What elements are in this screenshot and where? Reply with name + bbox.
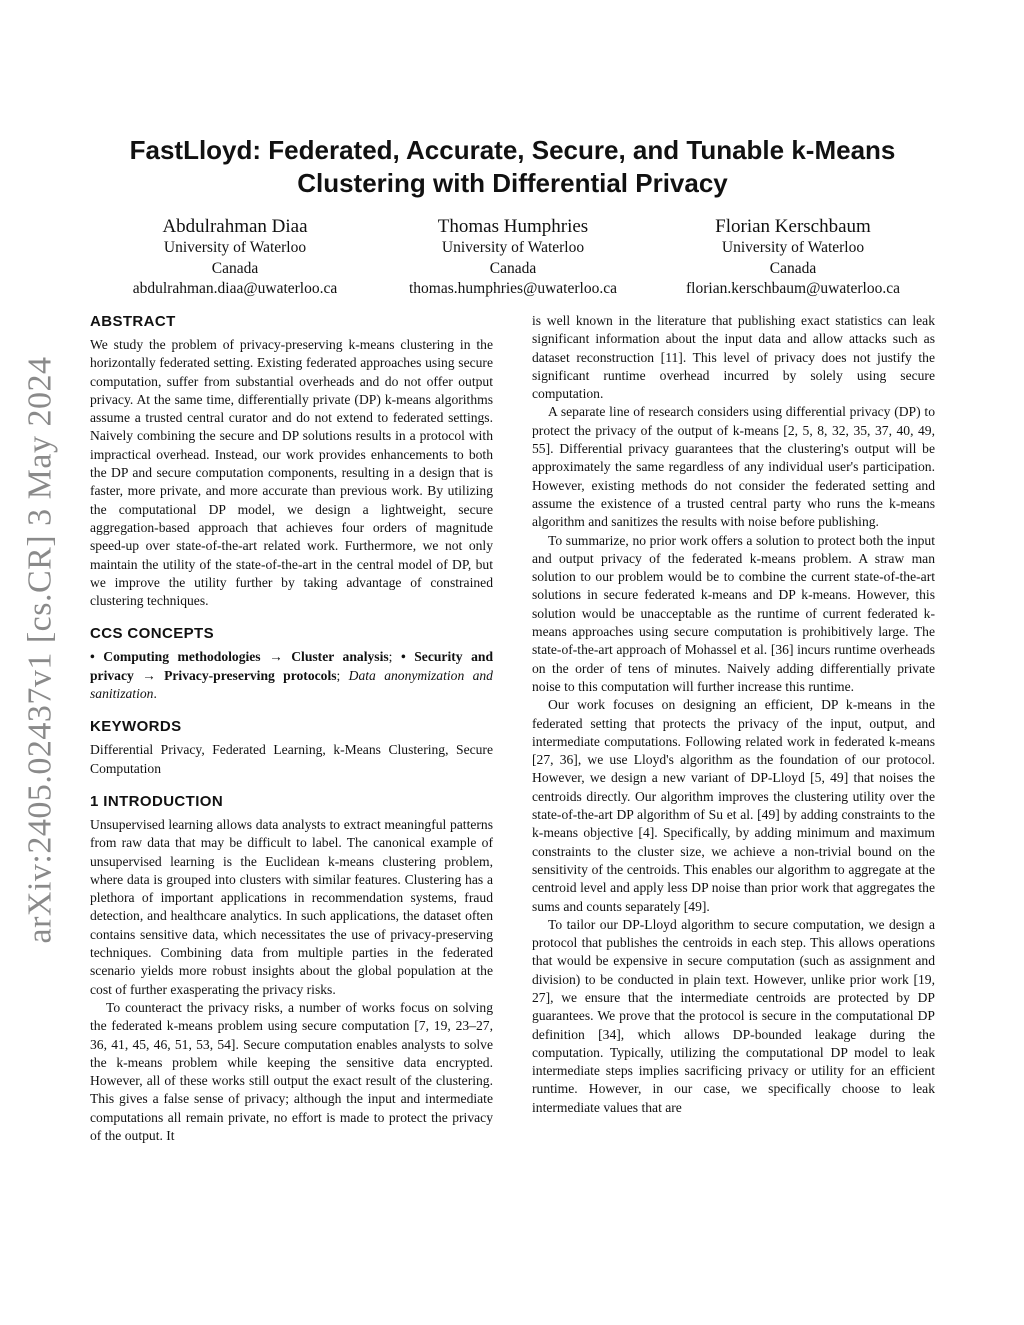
- author-country: Canada: [211, 259, 259, 277]
- ccs-concepts: • Computing methodologies → Cluster analysis; • Security and privacy → Privacy-preserving protocols; Data anonymization and sanitization.: [90, 649, 493, 702]
- author-affiliation: University of Waterloo: [721, 239, 865, 256]
- intro-paragraph-3: is well known in the literature that publishing exact statistics can leak significant information about the input data and allow attacks such as dataset reconstruction [11]. This level of privacy does not justify the significant runtime overhead incurred by solely using secure computation.: [532, 313, 935, 402]
- arxiv-sidebar: [10, 350, 70, 950]
- title-line-1: FastLloyd: Federated, Accurate, Secure, and Tunable k-Means: [129, 135, 896, 165]
- author-country: Canada: [489, 259, 537, 277]
- ccs-heading: CCS CONCEPTS: [90, 625, 214, 643]
- author-affiliation: University of Waterloo: [163, 239, 307, 256]
- author-email: florian.kerschbaum@uwaterloo.ca: [686, 280, 900, 297]
- left-column: [90, 312, 493, 1145]
- author-name: Abdulrahman Diaa: [162, 216, 308, 237]
- author-1: [90, 216, 380, 300]
- author-affiliation: University of Waterloo: [441, 239, 585, 256]
- intro-paragraph-1: Unsupervised learning allows data analysts to extract meaningful patterns from raw data that may be difficult to label. The canonical example of unsupervised learning is the Euclidean k-means clustering problem, where data is grouped into clusters with similar features. Clustering has a plethora of important applications in recommendation systems, fraud detection, and healthcare analytics. In such applications, the dataset often contains sensitive data, which necessitates the use of privacy-preserving techniques. Combining data from multiple parties in the federated scenario yields more robust insights about the global population at the cost of further exasperating the privacy risks.: [90, 816, 493, 997]
- ccs-item-computing: • Computing methodologies → Cluster analysis: [90, 649, 389, 665]
- intro-paragraph-7: To tailor our DP-Lloyd algorithm to secure computation, we design a protocol that publishes the centroids in each step. This allows operations that would be expensive in secure computation (such as assignment and division) to be conducted in plain text. However, unlike prior work [19, 27], we ensure that the intermediate centroids are protected by DP guarantees. We prove that the protocol is secure in the computational DP definition [34], which allows DP-bounded leakage during the computation. Typically, utilizing the computational DP model to leak intermediate steps implies sacrificing privacy or utility for an efficient runtime. However, in our case, we specifically choose to leak intermediate values that are: [532, 916, 935, 1115]
- author-2: [363, 216, 663, 300]
- author-email: thomas.humphries@uwaterloo.ca: [409, 280, 617, 297]
- abstract-heading: ABSTRACT: [90, 313, 176, 330]
- keywords-heading: KEYWORDS: [90, 718, 182, 736]
- intro-paragraph-4: A separate line of research considers using differential privacy (DP) to protect the privacy of the output of k-means [2, 5, 8, 32, 35, 37, 40, 49, 55]. Differential privacy guarantees that the clustering's output will be approximately the same regardless of any individual user's participation. However, existing methods do not consider the federated setting and assume the existence of a trusted central party who runs the k-means algorithm and sanitizes the results with noise before publishing.: [532, 404, 935, 530]
- abstract-text: We study the problem of privacy-preserving k-means clustering in the horizontally federated setting. Existing federated approaches using secure computation, suffer from substantial overheads and do not offer output privacy. At the same time, differentially private (DP) k-means algorithms assume a trusted central curator and do not extend to federated settings. Naively combining the secure and DP solutions results in a protocol with impractical overhead. Instead, our work provides enhancements to both the DP and secure computation components, resulting in a design that is faster, more private, and more accurate than previous work. By utilizing the computational DP model, we design a lightweight, secure aggregation-based approach that achieves four orders of magnitude speed-up over state-of-the-art related work. Furthermore, we not only maintain the utility of the state-of-the-art in the central model of DP, but we improve the utility further by taking advantage of constrained clustering techniques.: [90, 337, 493, 609]
- intro-paragraph-6: Our work focuses on designing an efficient, DP k-means in the federated setting that protects the privacy of the input, output, and intermediate computations. Following related work in federated k-means [27, 36], we use Lloyd's algorithm as the foundation of our protocol. However, we design a new variant of DP-Lloyd [5, 49] that noises the centroids directly. Our algorithm improves the clustering utility over the state-of-the-art DP algorithm of Su et al. [49] by adding constraints to the k-means objective [4]. Specifically, by adding minimum and maximum constraints to the cluster size, we achieve a non-trivial bound on the sensitivity of the centroids. This enables our algorithm to aggregate at the centroid level and apply less DP noise than prior work that aggregates the sums and counts separately [49].: [532, 697, 935, 914]
- keywords-text: Differential Privacy, Federated Learning, k-Means Clustering, Secure Computation: [90, 742, 493, 776]
- intro-paragraph-5: To summarize, no prior work offers a solution to protect both the input and output privacy of the federated k-means problem. A straw man solution to our problem would be to combine the current state-of-the-art solutions in secure federated k-means and DP k-means. However, this solution would be unacceptable as the runtime of current federated k-means approaches using secure computation is prohibitively large. The state-of-the-art approach of Mohassel et al. [36] incurs runtime overheads on the order of tens of minutes. Naively adding differentially private noise to this computation will further increase this runtime.: [532, 532, 935, 694]
- right-column: [532, 312, 935, 1117]
- author-name: Florian Kerschbaum: [715, 216, 871, 237]
- title-line-2: Clustering with Differential Privacy: [297, 168, 728, 198]
- author-country: Canada: [769, 259, 817, 277]
- ccs-item-anonymization: Data anonymization and sanitization: [90, 667, 493, 702]
- intro-paragraph-2: To counteract the privacy risks, a number of works focus on solving the federated k-means problem using secure computation [7, 19, 23–27, 36, 41, 45, 46, 51, 53, 54]. Secure computation enables analysts to solve the k-means problem while keeping the sensitive data encrypted. However, all of these works still output the exact result of the clustering. This gives a false sense of privacy; although the input and intermediate computations all remain private, no effort is made to protect the privacy of the output. It: [90, 999, 493, 1143]
- ccs-item-security: • Security and privacy → Privacy-preserving protocols: [90, 649, 493, 683]
- author-email: abdulrahman.diaa@uwaterloo.ca: [132, 280, 338, 297]
- author-name: Thomas Humphries: [437, 216, 589, 237]
- author-block: [90, 216, 935, 306]
- arxiv-identifier: arXiv:2405.02437v1 [cs.CR] 3 May 2024: [21, 356, 59, 944]
- introduction-heading: 1 INTRODUCTION: [90, 792, 224, 810]
- author-3: [643, 216, 943, 300]
- paper-title: [90, 134, 935, 200]
